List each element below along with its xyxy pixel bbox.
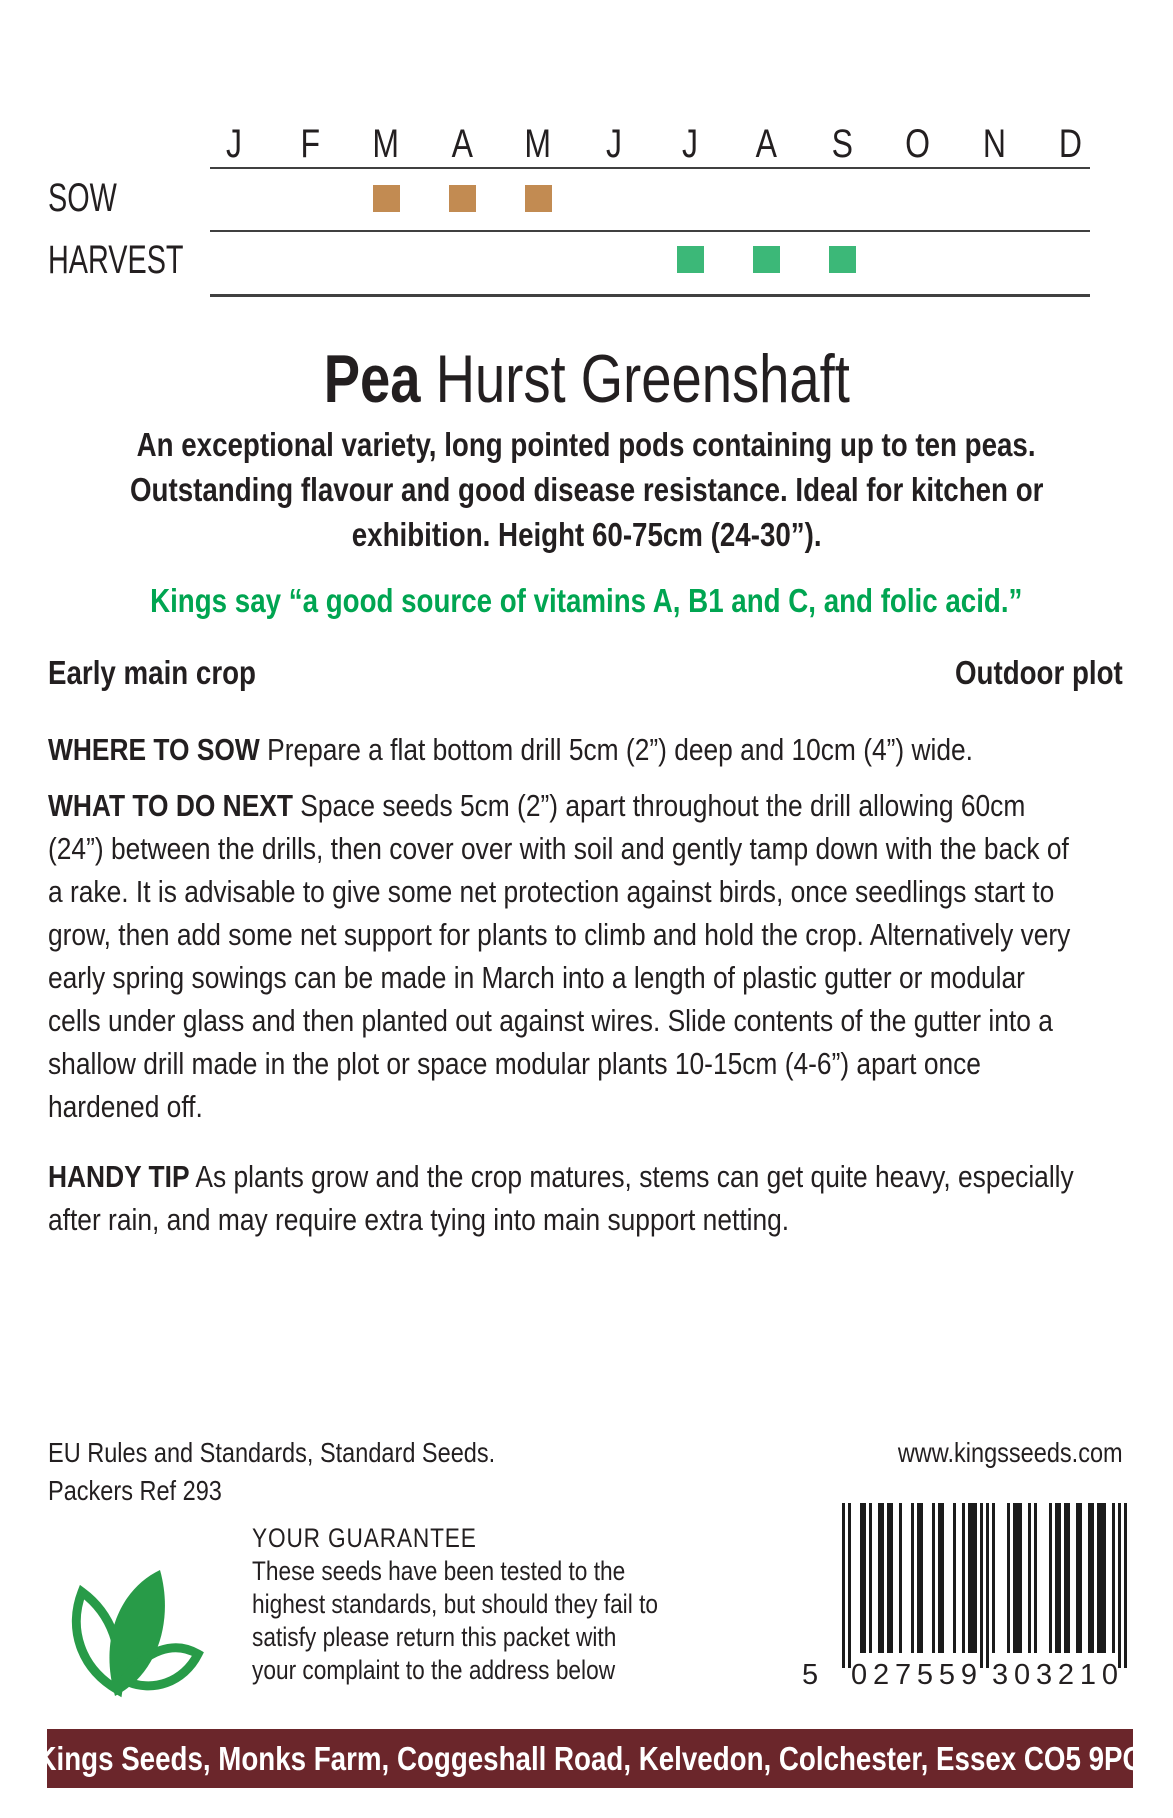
- barcode-digit: 3: [992, 1659, 1009, 1691]
- address-bar: [36, 1729, 1144, 1788]
- month-label: M: [372, 122, 400, 166]
- month-label: A: [755, 122, 777, 166]
- barcode-digit: 2: [1057, 1659, 1075, 1691]
- month-label: F: [300, 122, 320, 166]
- kings-leaf-icon: [54, 1562, 206, 1704]
- sow-squares-row: [0, 185, 1173, 212]
- harvest-month-square: [753, 246, 780, 273]
- sow-row-label: SOW: [48, 176, 117, 220]
- section-label: HANDY TIP: [48, 1159, 190, 1194]
- month-label: M: [524, 122, 552, 166]
- guarantee-block: [252, 1522, 735, 1687]
- barcode-digit-group: [851, 1655, 977, 1695]
- barcode-digit: 1: [1079, 1659, 1097, 1691]
- crop-type-label: Early main crop: [48, 654, 256, 691]
- barcode-digit: 2: [872, 1659, 890, 1691]
- sow-month-square: [449, 185, 476, 212]
- barcode-digit: 0: [851, 1659, 868, 1691]
- harvest-month-square: [677, 246, 704, 273]
- title-species: Pea: [323, 341, 421, 417]
- barcode-digit: 7: [894, 1659, 912, 1691]
- variety-title: [0, 341, 1173, 417]
- calendar-rule-middle: [210, 230, 1090, 232]
- guarantee-line: highest standards, but should they fail to: [252, 1589, 658, 1619]
- barcode: [800, 1503, 1130, 1703]
- section-text: As plants grow and the crop matures, stems can get quite heavy, especially after rain, and may require extra tying into main support netting.: [48, 1159, 1074, 1237]
- guarantee-line: satisfy please return this packet with: [252, 1622, 617, 1652]
- packers-ref: Packers Ref 293: [48, 1475, 222, 1506]
- calendar-rule-bottom: [210, 294, 1090, 297]
- barcode-digit: 5: [938, 1659, 956, 1691]
- month-label: N: [982, 122, 1006, 166]
- title-cultivar: Hurst Greenshaft: [435, 341, 850, 417]
- harvest-month-square: [829, 246, 856, 273]
- section-label: WHAT TO DO NEXT: [48, 788, 293, 823]
- section-text: Space seeds 5cm (2”) apart throughout the drill allowing 60cm (24”) between the drills, then cover over with soil and gently tamp down with the back of a rake. It is advisable to give some net protection against birds, once seedlings start to grow, then add some net support for plants to climb and hold the crop. Alternatively very early spring sowings can be made in March into a length of plastic gutter or modular cells under glass and then planted out against wires. Slide contents of the gutter into a shallow drill made in the plot or space modular plants 10-15cm (4-6”) apart once hardened off.: [48, 788, 1071, 1124]
- guarantee-title: YOUR GUARANTEE: [252, 1523, 477, 1553]
- barcode-digit: 3: [1035, 1659, 1053, 1691]
- barcode-bars: [842, 1503, 1127, 1668]
- barcode-digit-group: [992, 1655, 1118, 1695]
- barcode-digit: 5: [916, 1659, 934, 1691]
- sow-month-square: [373, 185, 400, 212]
- month-label: O: [905, 122, 931, 166]
- plot-type-label: Outdoor plot: [955, 654, 1123, 691]
- month-label: J: [682, 122, 698, 166]
- month-label: J: [606, 122, 622, 166]
- section-where-to-sow: [48, 728, 1077, 771]
- barcode-digit: 0: [1101, 1659, 1118, 1691]
- section-label: WHERE TO SOW: [48, 732, 260, 767]
- section-what-to-do-next: [48, 784, 1077, 1128]
- address-text: Kings Seeds, Monks Farm, Coggeshall Road, Kelvedon, Colchester, Essex CO5 9PG: [36, 1739, 1144, 1777]
- eu-rules-block: [48, 1434, 580, 1510]
- section-handy-tip: [48, 1155, 1077, 1241]
- harvest-row-label: HARVEST: [48, 238, 184, 282]
- month-label: D: [1058, 122, 1082, 166]
- barcode-digit-group: [802, 1655, 818, 1695]
- kings-say-quote: Kings say “a good source of vitamins A, B1 and C, and folic acid.”: [150, 582, 1023, 619]
- description-line: exhibition. Height 60-75cm (24-30”).: [351, 516, 822, 553]
- description-line: An exceptional variety, long pointed pods containing up to ten peas.: [137, 426, 1036, 463]
- barcode-digit: 9: [960, 1659, 977, 1691]
- description-line: Outstanding flavour and good disease resistance. Ideal for kitchen or: [129, 471, 1044, 508]
- eu-rules-line: EU Rules and Standards, Standard Seeds.: [48, 1437, 496, 1468]
- guarantee-line: These seeds have been tested to the: [252, 1556, 626, 1586]
- month-label: A: [451, 122, 473, 166]
- sow-month-square: [525, 185, 552, 212]
- website-url: www.kingsseeds.com: [898, 1437, 1123, 1468]
- month-label: J: [226, 122, 242, 166]
- section-text: Prepare a flat bottom drill 5cm (2”) deep and 10cm (4”) wide.: [267, 732, 974, 767]
- harvest-squares-row: [0, 246, 1173, 273]
- variety-description: [0, 422, 1173, 557]
- month-label: S: [831, 122, 853, 166]
- calendar-months: [196, 124, 1108, 164]
- barcode-digit: 5: [802, 1659, 819, 1691]
- calendar-rule-top: [210, 167, 1090, 169]
- guarantee-line: your complaint to the address below: [252, 1655, 616, 1685]
- barcode-digit: 0: [1013, 1659, 1031, 1691]
